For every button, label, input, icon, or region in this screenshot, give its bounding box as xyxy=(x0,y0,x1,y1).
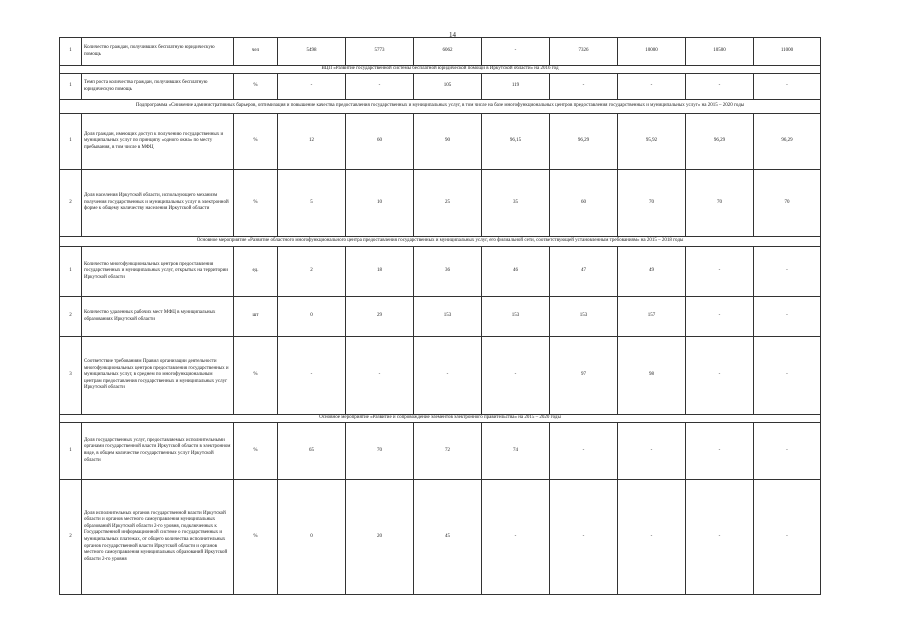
row-number: 1 xyxy=(60,38,82,66)
value-cell: 74 xyxy=(482,423,550,480)
indicator-name: Количество граждан, получивших бесплатную юридическую помощь xyxy=(82,38,234,66)
value-cell: 98 xyxy=(618,337,686,415)
value-cell: 47 xyxy=(550,247,618,297)
value-cell: 11000 xyxy=(754,38,821,66)
row-number: 1 xyxy=(60,74,82,100)
row-number: 1 xyxy=(60,423,82,480)
row-number: 2 xyxy=(60,297,82,337)
value-cell: 49 xyxy=(618,247,686,297)
indicator-name: Количество многофункциональных центров предоставления государственных и муниципальных услуг, открытых на территории Иркутской области xyxy=(82,247,234,297)
value-cell: 45 xyxy=(414,480,482,595)
value-cell: 18 xyxy=(346,247,414,297)
value-cell: 70 xyxy=(754,170,821,237)
value-cell: 0 xyxy=(278,297,346,337)
unit-cell: % xyxy=(234,170,278,237)
unit-cell: % xyxy=(234,480,278,595)
section-row xyxy=(60,66,821,74)
value-cell: 10500 xyxy=(686,38,754,66)
value-cell: - xyxy=(482,337,550,415)
value-cell: 153 xyxy=(482,297,550,337)
value-cell: - xyxy=(618,74,686,100)
value-cell: - xyxy=(550,74,618,100)
value-cell: - xyxy=(686,423,754,480)
table-row xyxy=(60,74,821,100)
value-cell: 7326 xyxy=(550,38,618,66)
table-row xyxy=(60,114,821,170)
section-title: ВЦП «Развитие государственной системы бесплатной юридической помощи в Иркутской области» на 2016 год xyxy=(60,66,821,74)
page-number: 14 xyxy=(449,31,456,39)
value-cell: 60 xyxy=(346,114,414,170)
unit-cell: % xyxy=(234,423,278,480)
indicator-name: Доля государственных услуг, предоставляемых исполнительными органами государственной власти Иркутской области в электронном виде, в общем количестве государственных услуг Иркутской области xyxy=(82,423,234,480)
value-cell: 12 xyxy=(278,114,346,170)
unit-cell: % xyxy=(234,337,278,415)
indicator-name: Доля исполнительных органов государственной власти Иркутской области и органов местного самоуправления муниципальных образований Иркутской области 2-го уровня, подключенных к Государственной информационной системе о государственных и муниципальных платежах, от общего количества исполнительных органов государственной власти Иркутской области и органов местного самоуправления муниципальных образований Иркутской области 2-го уровня xyxy=(82,480,234,595)
value-cell: 96,29 xyxy=(550,114,618,170)
value-cell: - xyxy=(278,337,346,415)
value-cell: 5 xyxy=(278,170,346,237)
table-row xyxy=(60,38,821,66)
value-cell: 25 xyxy=(414,170,482,237)
unit-cell: чел xyxy=(234,38,278,66)
value-cell: - xyxy=(414,337,482,415)
value-cell: 36 xyxy=(414,247,482,297)
value-cell: - xyxy=(754,423,821,480)
section-title: Основное мероприятие «Развитие и сопровождение элементов электронного правительства» на 2015 – 2020 годы xyxy=(60,415,821,423)
value-cell: 96,15 xyxy=(482,114,550,170)
value-cell: 0 xyxy=(278,480,346,595)
value-cell: - xyxy=(278,74,346,100)
value-cell: 65 xyxy=(278,423,346,480)
table-row xyxy=(60,297,821,337)
section-title: Подпрограмма «Снижение административных барьеров, оптимизация и повышение качества предоставления государственных и муниципальных услуг, в том числе на базе многофункциональных центров предоставления государственных и муниципальных услуг» на 2015 – 2020 годы xyxy=(60,100,821,114)
table-row xyxy=(60,337,821,415)
value-cell: 20 xyxy=(346,480,414,595)
table-row xyxy=(60,170,821,237)
value-cell: 10 xyxy=(346,170,414,237)
table-row xyxy=(60,480,821,595)
indicators-table xyxy=(59,37,821,595)
value-cell: 70 xyxy=(686,170,754,237)
value-cell: - xyxy=(346,74,414,100)
row-number: 3 xyxy=(60,337,82,415)
value-cell: 5773 xyxy=(346,38,414,66)
value-cell: 35 xyxy=(482,170,550,237)
value-cell: - xyxy=(618,480,686,595)
indicator-name: Соответствие требованиям Правил организации деятельности многофункциональных центров предоставления государственных и муниципальных услуг, в среднем по многофункциональным центрам предоставления государственных и муниципальных услуг Иркутской области xyxy=(82,337,234,415)
value-cell: - xyxy=(686,480,754,595)
unit-cell: % xyxy=(234,74,278,100)
value-cell: 70 xyxy=(346,423,414,480)
value-cell: 10000 xyxy=(618,38,686,66)
value-cell: 96,29 xyxy=(686,114,754,170)
value-cell: - xyxy=(754,297,821,337)
unit-cell: ед. xyxy=(234,247,278,297)
value-cell: - xyxy=(550,480,618,595)
section-row xyxy=(60,415,821,423)
indicator-name: Темп роста количества граждан, получивших бесплатную юридическую помощь xyxy=(82,74,234,100)
section-row xyxy=(60,237,821,247)
value-cell: 153 xyxy=(414,297,482,337)
value-cell: - xyxy=(550,423,618,480)
row-number: 2 xyxy=(60,170,82,237)
value-cell: - xyxy=(754,74,821,100)
value-cell: - xyxy=(346,337,414,415)
indicator-name: Доля граждан, имеющих доступ к получению государственных и муниципальных услуг по принципу «одного окна» по месту пребывания, в том числе в МФЦ xyxy=(82,114,234,170)
value-cell: 105 xyxy=(414,74,482,100)
value-cell: 96,29 xyxy=(754,114,821,170)
value-cell: - xyxy=(618,423,686,480)
unit-cell: шт xyxy=(234,297,278,337)
section-title: Основное мероприятие «Развитие областного многофункционального центра предоставления государственных и муниципальных услуг, его филиальной сети, соответствующей установленным требованиям» на 2015 – 2018 годы xyxy=(60,237,821,247)
value-cell: 157 xyxy=(618,297,686,337)
table-body xyxy=(60,38,821,595)
value-cell: - xyxy=(482,38,550,66)
value-cell: 6062 xyxy=(414,38,482,66)
value-cell: 95,92 xyxy=(618,114,686,170)
value-cell: 90 xyxy=(414,114,482,170)
value-cell: - xyxy=(754,337,821,415)
table-row xyxy=(60,423,821,480)
value-cell: - xyxy=(686,337,754,415)
value-cell: - xyxy=(754,247,821,297)
indicator-name: Доля населения Иркутской области, использующего механизм получения государственных и муниципальных услуг в электронной форме к общему количеству населения Иркутской области xyxy=(82,170,234,237)
value-cell: - xyxy=(686,247,754,297)
row-number: 1 xyxy=(60,114,82,170)
value-cell: - xyxy=(686,297,754,337)
unit-cell: % xyxy=(234,114,278,170)
value-cell: 97 xyxy=(550,337,618,415)
value-cell: - xyxy=(482,480,550,595)
value-cell: 2 xyxy=(278,247,346,297)
row-number: 2 xyxy=(60,480,82,595)
value-cell: - xyxy=(754,480,821,595)
value-cell: 29 xyxy=(346,297,414,337)
value-cell: 153 xyxy=(550,297,618,337)
value-cell: 72 xyxy=(414,423,482,480)
table-row xyxy=(60,247,821,297)
indicator-name: Количество удаленных рабочих мест МФЦ в муниципальных образованиях Иркутской области xyxy=(82,297,234,337)
value-cell: 60 xyxy=(550,170,618,237)
row-number: 1 xyxy=(60,247,82,297)
value-cell: 5498 xyxy=(278,38,346,66)
value-cell: 46 xyxy=(482,247,550,297)
section-row xyxy=(60,100,821,114)
value-cell: 119 xyxy=(482,74,550,100)
value-cell: - xyxy=(686,74,754,100)
value-cell: 70 xyxy=(618,170,686,237)
